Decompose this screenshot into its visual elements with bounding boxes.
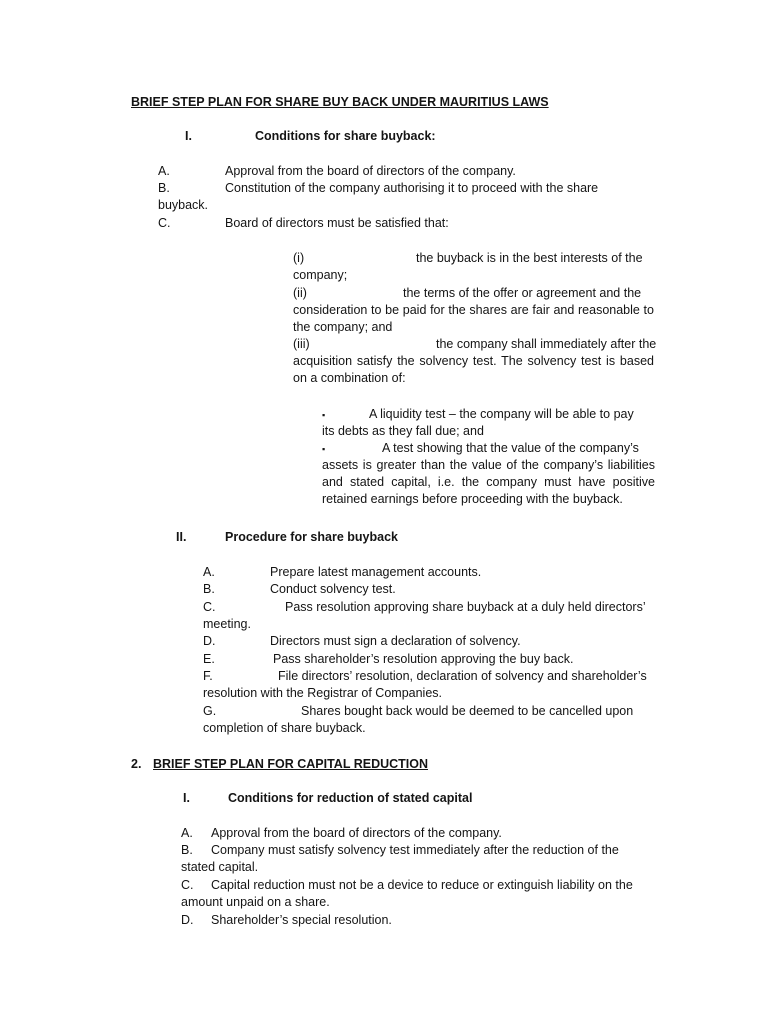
subitem-text: the terms of the offer or agreement and the (403, 286, 642, 300)
item-letter: B. (181, 843, 193, 857)
subitem-number: (ii) (293, 286, 307, 300)
part-title: Conditions for reduction of stated capital (228, 791, 473, 805)
bullet-text-continued: its debts as they fall due; and (322, 424, 484, 438)
item-letter: C. (203, 600, 216, 614)
item-letter: A. (158, 164, 170, 178)
section-number: 2. (131, 757, 142, 771)
item-text-continued: amount unpaid on a share. (181, 895, 330, 909)
item-text-continued: completion of share buyback. (203, 721, 366, 735)
item-text-continued: stated capital. (181, 860, 259, 874)
part-title: Procedure for share buyback (225, 530, 398, 544)
section-heading: BRIEF STEP PLAN FOR CAPITAL REDUCTION (153, 757, 429, 771)
bullet-icon: ▪ (322, 410, 326, 420)
bullet-text-continued: assets is greater than the value of the company’s liabilities and stated capital, i.e. the company must have positive retained earnings before proceeding with the buyback. (322, 458, 655, 506)
item-text: Conduct solvency test. (270, 582, 396, 596)
part-title: Conditions for share buyback: (255, 129, 436, 143)
item-text: Capital reduction must not be a device to reduce or extinguish liability on the (211, 878, 633, 892)
item-text-continued: meeting. (203, 617, 251, 631)
item-letter: E. (203, 652, 215, 666)
subitem-text-continued: acquisition satisfy the solvency test. The solvency test is based on a combination of: (293, 354, 654, 385)
item-letter: D. (181, 913, 194, 927)
item-text: Shares bought back would be deemed to be cancelled upon (301, 704, 634, 718)
item-letter: B. (203, 582, 215, 596)
item-letter: F. (203, 669, 213, 683)
subitem-text-continued: consideration to be paid for the shares are fair and reasonable to the company; and (293, 303, 654, 334)
item-text: Approval from the board of directors of the company. (211, 826, 502, 840)
item-text: Constitution of the company authorising it to proceed with the share (225, 181, 599, 195)
item-text: Shareholder’s special resolution. (211, 913, 392, 927)
item-text: Board of directors must be satisfied that: (225, 216, 449, 230)
item-text: Approval from the board of directors of the company. (225, 164, 516, 178)
item-letter: G. (203, 704, 217, 718)
item-letter: A. (181, 826, 193, 840)
item-letter: A. (203, 565, 215, 579)
item-letter: B. (158, 181, 170, 195)
item-text: Pass resolution approving share buyback at a duly held directors’ (285, 600, 646, 614)
bullet-icon: ▪ (322, 444, 326, 454)
item-letter: C. (158, 216, 171, 230)
bullet-text: A liquidity test – the company will be able to pay (369, 407, 634, 421)
subitem-text: the buyback is in the best interests of the (416, 251, 643, 265)
item-text: Company must satisfy solvency test immediately after the reduction of the (211, 843, 619, 857)
item-text: Pass shareholder’s resolution approving the buy back. (273, 652, 574, 666)
subitem-number: (iii) (293, 337, 310, 351)
item-letter: D. (203, 634, 216, 648)
subitem-text-continued: company; (293, 268, 348, 282)
section-heading: BRIEF STEP PLAN FOR SHARE BUY BACK UNDER MAURITIUS LAWS (131, 95, 549, 109)
part-numeral: II. (176, 530, 187, 544)
item-text: Prepare latest management accounts. (270, 565, 482, 579)
item-letter: C. (181, 878, 194, 892)
bullet-text: A test showing that the value of the company’s (382, 441, 639, 455)
item-text-continued: buyback. (158, 198, 209, 212)
item-text: Directors must sign a declaration of solvency. (270, 634, 521, 648)
subitem-number: (i) (293, 251, 305, 265)
subitem-text: the company shall immediately after the (436, 337, 657, 351)
item-text-continued: resolution with the Registrar of Companies. (203, 686, 443, 700)
part-numeral: I. (183, 791, 190, 805)
item-text: File directors’ resolution, declaration of solvency and shareholder’s (278, 669, 647, 683)
part-numeral: I. (185, 129, 192, 143)
